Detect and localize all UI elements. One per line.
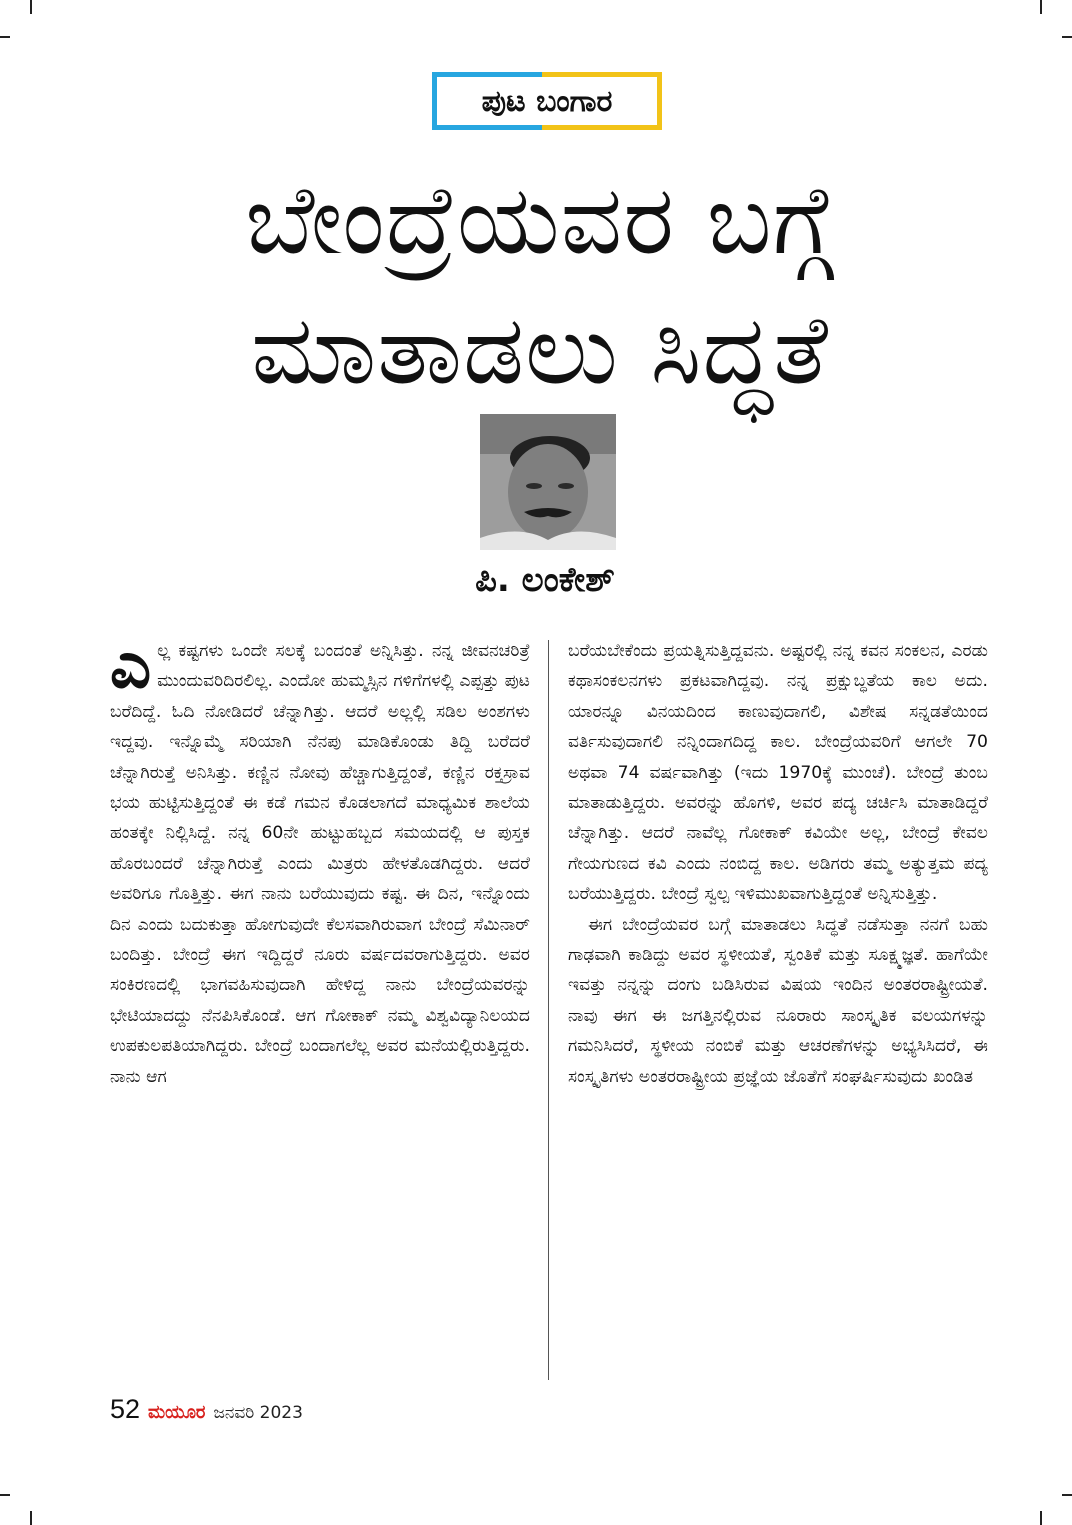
crop-mark: [30, 0, 32, 14]
crop-mark: [0, 1494, 10, 1496]
section-label-box: [432, 72, 662, 130]
magazine-logo: ಮಯೂರ: [148, 1402, 206, 1423]
crop-mark: [1062, 36, 1072, 38]
headline-line-2: ಮಾತಾಡಲು ಸಿದ್ಧತೆ: [251, 294, 829, 406]
article-paragraph: ಬರೆಯಬೇಕೆಂದು ಪ್ರಯತ್ನಿಸುತ್ತಿದ್ದವನು. ಅಷ್ಟರಲ್ಲಿ ನನ್ನ ಕವನ ಸಂಕಲನ, ಎರಡು ಕಥಾಸಂಕಲನಗಳು ಪ್ರಕಟವಾಗಿದ್ದವು. ನನ್ನ ಪ್ರಕ್ಷುಬ್ಧತೆಯ ಕಾಲ ಅದು. ಯಾರನ್ನೂ ವಿನಯದಿಂದ ಕಾಣುವುದಾಗಲಿ, ವಿಶೇಷ ಸನ್ನಡತೆಯಿಂದ ವರ್ತಿಸುವುದಾಗಲಿ ನನ್ನಿಂದಾಗದಿದ್ದ ಕಾಲ. ಬೇಂದ್ರೆಯವರಿಗೆ ಆಗಲೇ 70 ಅಥವಾ 74 ವರ್ಷವಾಗಿತ್ತು (ಇದು 1970ಕ್ಕೆ ಮುಂಚೆ). ಬೇಂದ್ರೆ ತುಂಬ ಮಾತಾಡುತ್ತಿದ್ದರು. ಅವರನ್ನು ಹೊಗಳಿ, ಅವರ ಪದ್ಯ ಚರ್ಚಿಸಿ ಮಾತಾಡಿದ್ದರೆ ಚೆನ್ನಾಗಿತ್ತು. ಆದರೆ ನಾವೆಲ್ಲ ಗೋಕಾಕ್ ಕವಿಯೇ ಅಲ್ಲ, ಬೇಂದ್ರೆ ಕೇವಲ ಗೇಯಗುಣದ ಕವಿ ಎಂದು ನಂಬಿದ್ದ ಕಾಲ. ಅಡಿಗರು ತಮ್ಮ ಅತ್ಯುತ್ತಮ ಪದ್ಯ ಬರೆಯುತ್ತಿದ್ದರು. ಬೇಂದ್ರೆ ಸ್ವಲ್ಪ ಇಳಿಮುಖವಾಗುತ್ತಿದ್ದಂತೆ ಅನ್ನಿಸುತ್ತಿತ್ತು.: [568, 641, 988, 905]
drop-cap: ಎ: [110, 629, 152, 703]
crop-mark: [1040, 1511, 1042, 1525]
crop-mark: [1062, 1494, 1072, 1496]
portrait-graphic: [480, 414, 616, 550]
issue-date: ಜನವರಿ 2023: [213, 1403, 303, 1423]
page-footer: [110, 1394, 303, 1425]
section-label: ಪುಟ ಬಂಗಾರ: [481, 83, 613, 119]
headline-line-1: ಬೇಂದ್ರೆಯವರ ಬಗ್ಗೆ: [245, 164, 835, 276]
crop-mark: [0, 36, 10, 38]
article-paragraph-indented: [568, 910, 988, 1092]
article-column-left: [110, 629, 530, 1092]
page-number: 52: [110, 1394, 141, 1424]
box-accent-bottom: [432, 125, 542, 130]
article-column-right: [568, 636, 988, 1092]
article-text-left: ಲ್ಲ ಕಷ್ಟಗಳು ಒಂದೇ ಸಲಕ್ಕೆ ಬಂದಂತೆ ಅನ್ನಿಸಿತ್ತು. ನನ್ನ ಜೀವನಚರಿತ್ರೆ ಮುಂದುವರಿದಿರಲಿಲ್ಲ. ಎಂದೋ ಹುಮ್ಮಸ್ಸಿನ ಗಳಿಗೆಗಳಲ್ಲಿ ಎಪ್ಪತ್ತು ಪುಟ ಬರೆದಿದ್ದೆ. ಓದಿ ನೋಡಿದರೆ ಚೆನ್ನಾಗಿತ್ತು. ಆದರೆ ಅಲ್ಲಲ್ಲಿ ಸಡಿಲ ಅಂಶಗಳು ಇದ್ದವು. ಇನ್ನೊಮ್ಮೆ ಸರಿಯಾಗಿ ನೆನಪು ಮಾಡಿಕೊಂಡು ತಿದ್ದಿ ಬರೆದರೆ ಚೆನ್ನಾಗಿರುತ್ತೆ ಅನಿಸಿತ್ತು. ಕಣ್ಣಿನ ನೋವು ಹೆಚ್ಚಾಗುತ್ತಿದ್ದಂತೆ, ಕಣ್ಣಿನ ರಕ್ತಸ್ರಾವ ಭಯ ಹುಟ್ಟಿಸುತ್ತಿದ್ದಂತೆ ಈ ಕಡೆ ಗಮನ ಕೊಡಲಾಗದೆ ಮಾಧ್ಯಮಿಕ ಶಾಲೆಯ ಹಂತಕ್ಕೇ ನಿಲ್ಲಿಸಿದ್ದೆ. ನನ್ನ 60ನೇ ಹುಟ್ಟುಹಬ್ಬದ ಸಮಯದಲ್ಲಿ ಆ ಪುಸ್ತಕ ಹೊರಬಂದರೆ ಚೆನ್ನಾಗಿರುತ್ತೆ ಎಂದು ಮಿತ್ರರು ಹೇಳತೊಡಗಿದ್ದರು. ಆದರೆ ಅವರಿಗೂ ಗೊತ್ತಿತ್ತು. ಈಗ ನಾನು ಬರೆಯುವುದು ಕಷ್ಟ. ಈ ದಿನ, ಇನ್ನೊಂದು ದಿನ ಎಂದು ಬದುಕುತ್ತಾ ಹೋಗುವುದೇ ಕೆಲಸವಾಗಿರುವಾಗ ಬೇಂದ್ರೆ ಸೆಮಿನಾರ್ ಬಂದಿತ್ತು. ಬೇಂದ್ರೆ ಈಗ ಇದ್ದಿದ್ದರೆ ನೂರು ವರ್ಷದವರಾಗುತ್ತಿದ್ದರು. ಅವರ ಸಂಕಿರಣದಲ್ಲಿ ಭಾಗವಹಿಸುವುದಾಗಿ ಹೇಳಿದ್ದ ನಾನು ಬೇಂದ್ರೆಯವರನ್ನು ಭೇಟಿಯಾದದ್ದು ನೆನಪಿಸಿಕೊಂಡೆ. ಆಗ ಗೋಕಾಕ್ ನಮ್ಮ ವಿಶ್ವವಿದ್ಯಾನಿಲಯದ ಉಪಕುಲಪತಿಯಾಗಿದ್ದರು. ಬೇಂದ್ರೆ ಬಂದಾಗಲೆಲ್ಲ ಅವರ ಮನೆಯಲ್ಲಿರುತ್ತಿದ್ದರು. ನಾನು ಆಗ: [110, 641, 530, 1087]
author-photo: [480, 414, 616, 550]
author-byline: ಪಿ. ಲಂಕೇಶ್: [475, 560, 615, 600]
crop-mark: [1040, 0, 1042, 14]
box-accent-top: [432, 72, 542, 77]
column-divider: [548, 640, 549, 1380]
article-paragraph-text: ಈಗ ಬೇಂದ್ರೆಯವರ ಬಗ್ಗೆ ಮಾತಾಡಲು ಸಿದ್ಧತೆ ನಡೆಸುತ್ತಾ ನನಗೆ ಬಹು ಗಾಢವಾಗಿ ಕಾಡಿದ್ದು ಅವರ ಸ್ಥಳೀಯತೆ, ಸ್ವಂತಿಕೆ ಮತ್ತು ಸೂಕ್ಷ್ಮಜ್ಞತೆ. ಹಾಗೆಯೇ ಇವತ್ತು ನನ್ನನ್ನು ದಂಗು ಬಡಿಸಿರುವ ವಿಷಯ ಇಂದಿನ ಅಂತರರಾಷ್ಟ್ರೀಯತೆ. ನಾವು ಈಗ ಈ ಜಗತ್ತಿನಲ್ಲಿರುವ ನೂರಾರು ಸಾಂಸ್ಕೃತಿಕ ವಲಯಗಳನ್ನು ಗಮನಿಸಿದರೆ, ಸ್ಥಳೀಯ ನಂಬಿಕೆ ಮತ್ತು ಆಚರಣೆಗಳನ್ನು ಅಭ್ಯಸಿಸಿದರೆ, ಈ ಸಂಸ್ಕೃತಿಗಳು ಅಂತರರಾಷ್ಟ್ರೀಯ ಪ್ರಜ್ಞೆಯ ಜೊತೆಗೆ ಸಂಘರ್ಷಿಸುವುದು ಖಂಡಿತ: [568, 914, 988, 1087]
crop-mark: [30, 1511, 32, 1525]
